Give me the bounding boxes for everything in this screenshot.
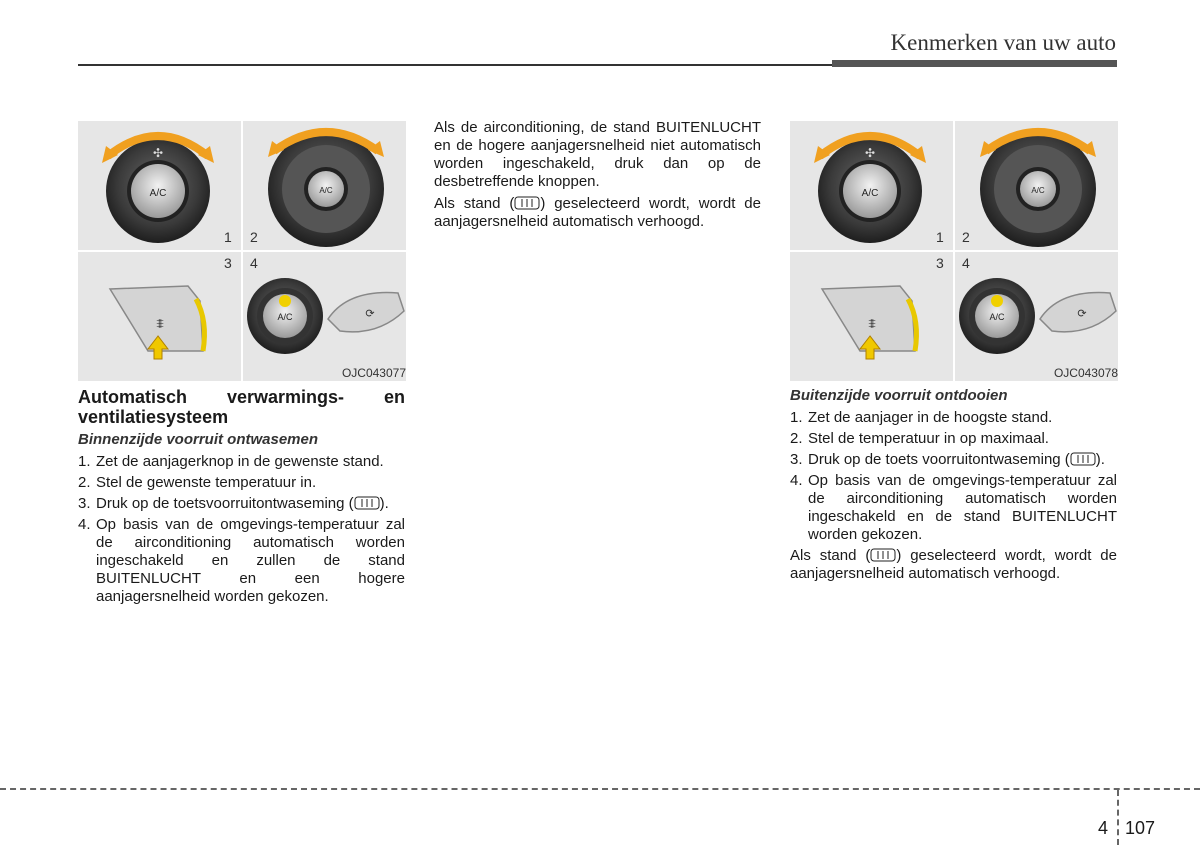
list-item: 4. Op basis van de omgevings-temperatuur zal de airconditioning automatisch worden ingeschakeld en zullen de stand BUITENLUCHT en een hogere aanjagersnelheid worden gekozen.: [78, 516, 405, 605]
ac-label: A/C: [149, 188, 167, 199]
svg-text:✣: ✣: [152, 146, 164, 160]
figure-code: OJC043077: [339, 366, 406, 381]
defrost-button-icon: [822, 286, 916, 359]
middle-column: [434, 119, 761, 235]
figure-label-2: 2: [250, 229, 258, 245]
list-item: 2. Stel de temperatuur in op maximaal.: [790, 430, 1049, 447]
defrost-icon: [1070, 452, 1096, 466]
figure-divider-h: [790, 250, 1118, 252]
blower-knob-icon: [102, 136, 214, 243]
right-column: [790, 387, 1117, 587]
footer-rule: [0, 788, 1200, 790]
page-number: 107: [1125, 818, 1156, 838]
temperature-knob-icon: [268, 131, 384, 247]
figure-divider-h: [78, 250, 406, 252]
defrost-button-icon: [110, 286, 204, 359]
list-item: 3. Druk op de toetsvoorruitontwaseming ( ).: [78, 495, 389, 512]
ac-button-icon: [247, 278, 404, 354]
list-item: 4. Op basis van de omgevings-temperatuur zal de airconditioning automatisch worden ingeschakeld en de stand BUITENLUCHT worden gekozen.: [790, 472, 1117, 543]
ac-label: A/C: [277, 312, 293, 322]
figure-label-4: 4: [250, 255, 258, 271]
svg-text:⩨: ⩨: [156, 316, 164, 331]
figure-label-1: 1: [936, 229, 944, 245]
figure-label-1: 1: [224, 229, 232, 245]
paragraph: Als de airconditioning, de stand BUITENLUCHT en de hogere aanjagersnelheid niet automatisch worden ingeschakeld, druk dan op de desbetreffende knoppen.: [434, 119, 761, 190]
chapter-number: 4: [1098, 818, 1109, 838]
ac-label: A/C: [989, 312, 1005, 322]
ac-label: A/C: [861, 188, 879, 199]
list-item: 3. Druk op de toets voorruitontwaseming ( ).: [790, 451, 1105, 468]
defrost-icon: [870, 548, 896, 562]
defrost-icon: [354, 496, 380, 510]
list-item: 2. Stel de gewenste temperatuur in.: [78, 474, 317, 491]
section-subheading: Buitenzijde voorruit ontdooien: [790, 387, 1008, 404]
page-header-title: Kenmerken van uw auto: [890, 30, 1116, 55]
left-column: [78, 387, 405, 609]
list-item: 1. Zet de aanjager in de hoogste stand.: [790, 409, 1053, 426]
ac-label: A/C: [319, 186, 333, 195]
figure-exterior-defrost: [790, 121, 1118, 381]
figure-code: OJC043078: [1051, 366, 1118, 381]
figure-label-2: 2: [962, 229, 970, 245]
svg-text:⟳: ⟳: [1077, 308, 1087, 320]
ac-button-icon: [959, 278, 1116, 354]
figure-interior-defog: [78, 121, 406, 381]
temperature-knob-icon: [980, 131, 1096, 247]
figure-label-3: 3: [936, 255, 944, 271]
section-heading: Automatisch verwarmings- en ventilatiesysteem: [78, 387, 405, 427]
steps-list: [78, 453, 405, 606]
paragraph: Als stand ( ) geselecteerd wordt, wordt de aanjagersnelheid automatisch verhoogd.: [434, 195, 761, 230]
svg-text:✣: ✣: [864, 146, 876, 160]
steps-list: [790, 409, 1117, 544]
header-rule-accent: [832, 60, 1117, 67]
figure-label-3: 3: [224, 255, 232, 271]
svg-text:⩨: ⩨: [868, 316, 876, 331]
list-item: 1. Zet de aanjagerknop in de gewenste stand.: [78, 453, 384, 470]
figure-label-4: 4: [962, 255, 970, 271]
section-subheading: Binnenzijde voorruit ontwasemen: [78, 431, 319, 448]
defrost-icon: [514, 196, 540, 210]
footer-divider: [1117, 790, 1119, 845]
ac-label: A/C: [1031, 186, 1045, 195]
svg-text:⟳: ⟳: [365, 308, 375, 320]
blower-knob-icon: [814, 136, 926, 243]
paragraph: Als stand ( ) geselecteerd wordt, wordt de aanjagersnelheid automatisch verhoogd.: [790, 547, 1117, 582]
